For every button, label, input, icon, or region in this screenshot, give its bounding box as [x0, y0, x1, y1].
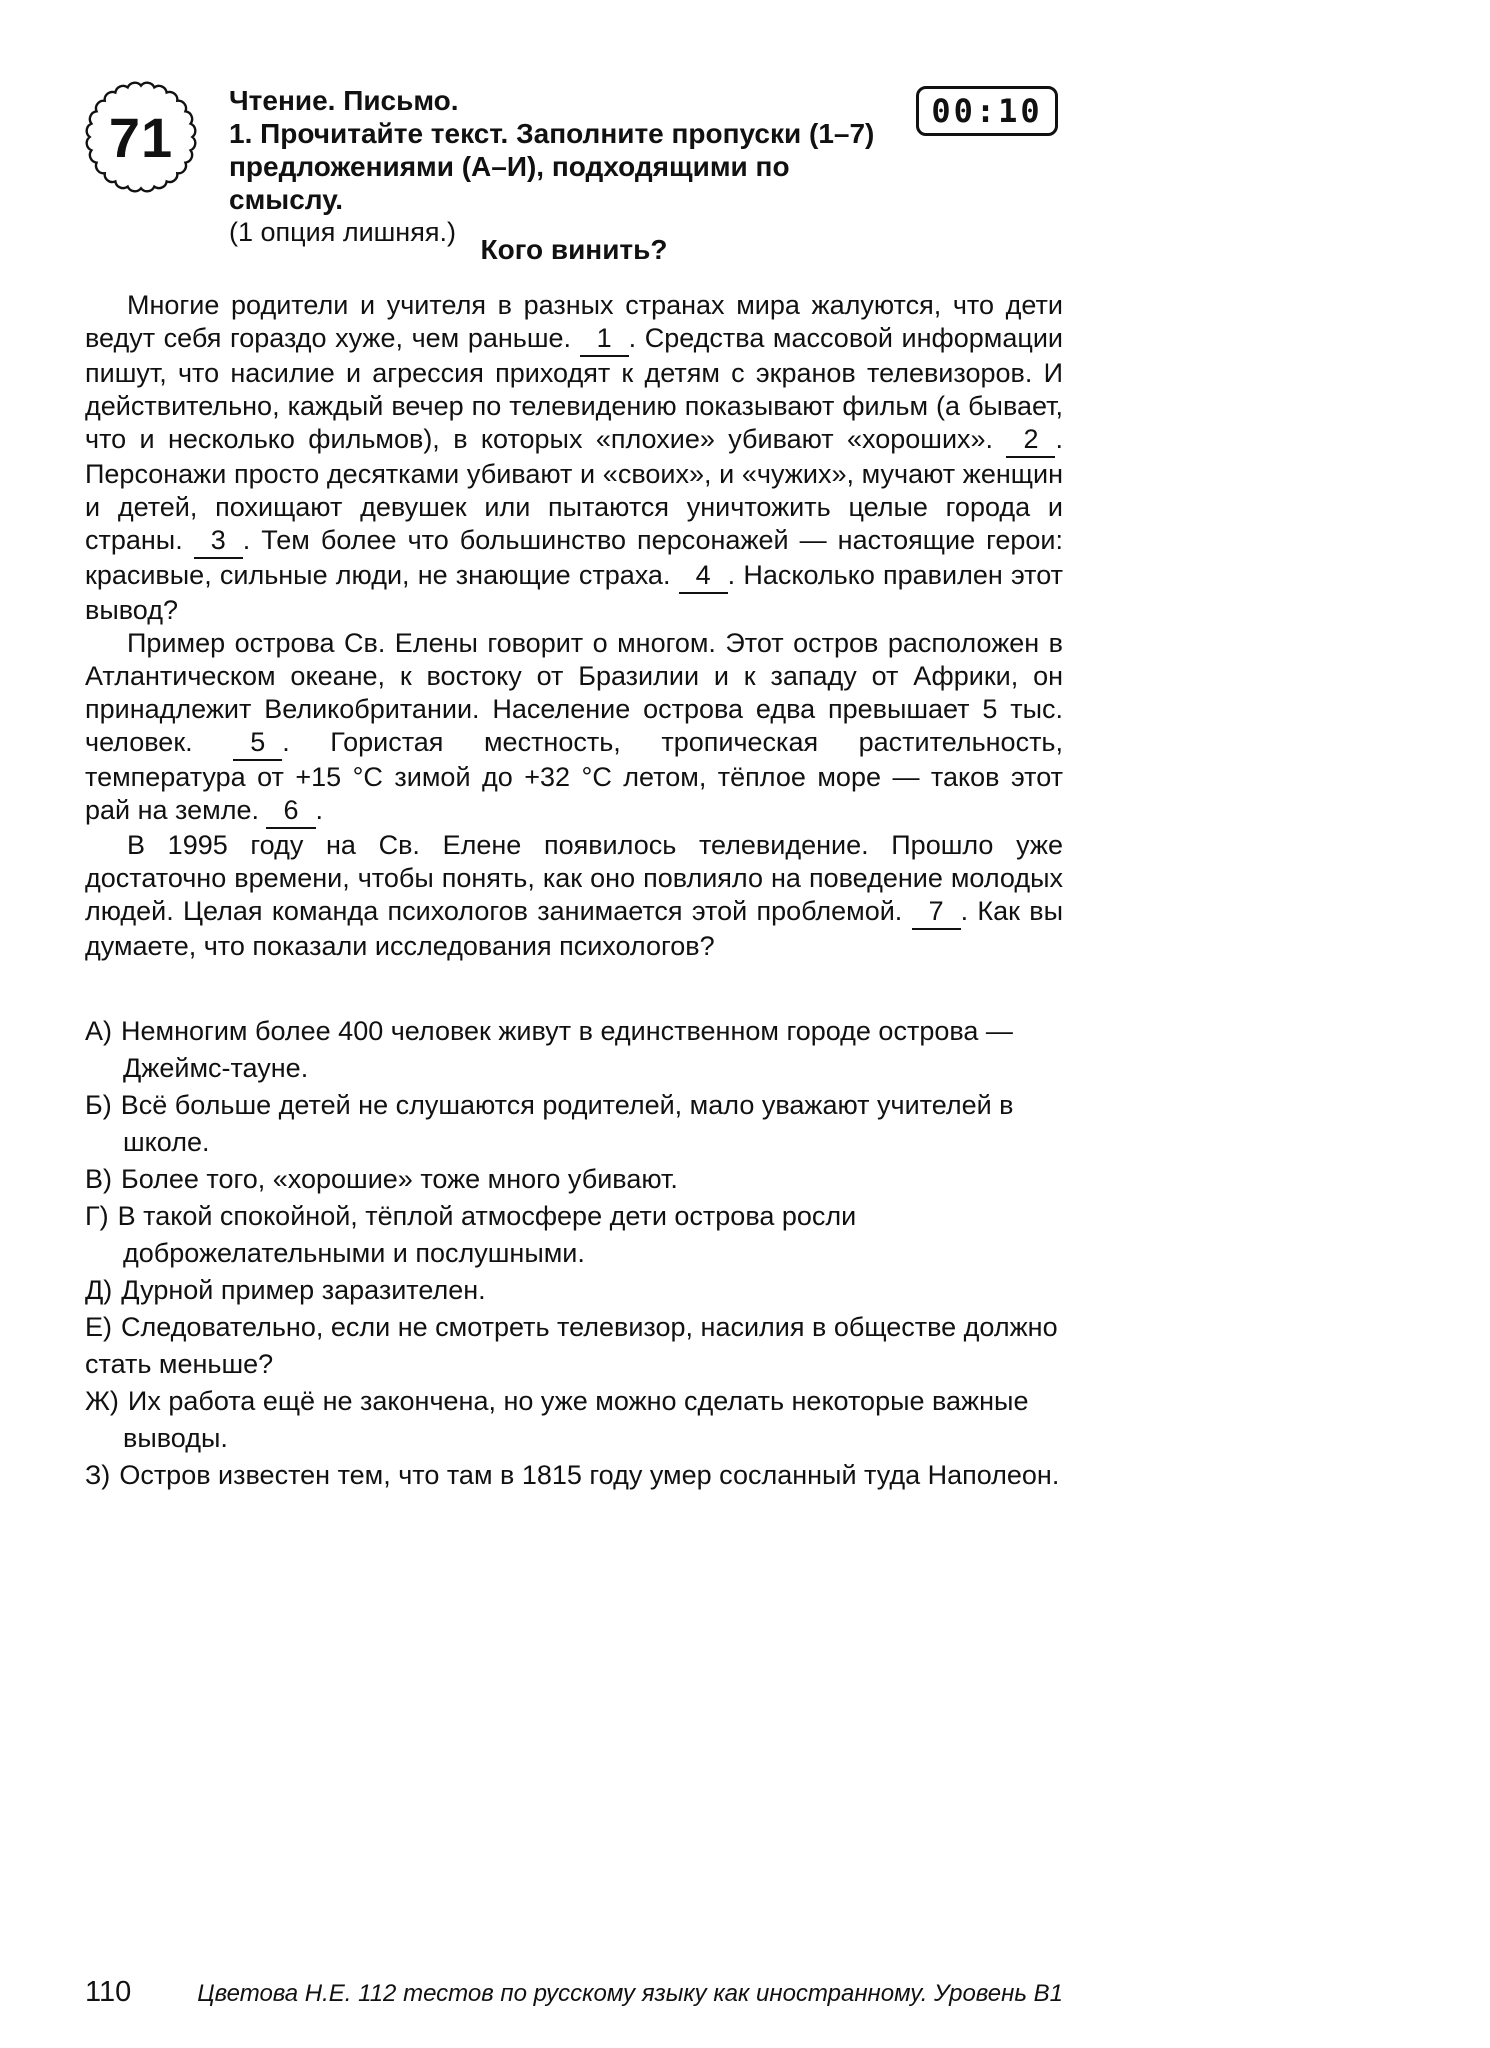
timer-display	[916, 86, 1058, 136]
task-number: 71	[108, 105, 174, 169]
book-attribution: Цветова Н.Е. 112 тестов по русскому языку как иностранному. Уровень В1	[197, 1980, 1063, 2007]
blank-7: 7	[912, 895, 961, 930]
option-text-zh: Их работа ещё не закончена, но уже можно сделать некоторые важные выводы.	[123, 1386, 1029, 1453]
paragraph-2: Пример острова Св. Елены говорит о многом. Этот остров расположен в Атлантическом океане, к востоку от Бразилии и к западу от Африки, он принадлежит Великобритании. Население острова едва превышает 5 тыс. человек. 5 . Гористая местность, тропическая растительность, температура от +15 °С зимой до +32 °С летом, тёплое море — таков этот рай на земле. 6 .	[85, 627, 1063, 829]
task-instruction-line-2: предложениями (А–И), подходящими по смыслу.	[229, 151, 790, 215]
option-label-zh: Ж)	[85, 1386, 119, 1416]
page-footer	[85, 1976, 1063, 2009]
timer-value: 00:10	[931, 92, 1043, 130]
option-item-a	[85, 1013, 1063, 1087]
option-label-d: Д)	[85, 1275, 113, 1305]
blank-3: 3	[194, 524, 243, 559]
option-label-b: Б)	[85, 1090, 112, 1120]
options-list	[85, 1013, 1063, 1494]
paragraph-3: В 1995 году на Св. Елене появилось телевидение. Прошло уже достаточно времени, чтобы понять, как оно повлияло на поведение молодых людей. Целая команда психологов занимается этой проблемой. 7 . Как вы думаете, что показали исследования психологов?	[85, 830, 1063, 961]
option-label-v: В)	[85, 1164, 112, 1194]
option-text-e: Следовательно, если не смотреть телевизор, насилия в обществе должно стать меньше?	[85, 1312, 1058, 1379]
blank-2: 2	[1006, 423, 1055, 458]
blank-1: 1	[580, 322, 629, 357]
option-item-zh	[85, 1383, 1063, 1457]
task-number-badge	[84, 80, 198, 194]
blank-4: 4	[679, 559, 728, 594]
option-text-a: Немногим более 400 человек живут в единственном городе острова — Джеймс-тауне.	[121, 1016, 1013, 1083]
task-header	[229, 84, 901, 249]
option-item-d	[85, 1272, 1063, 1309]
task-instruction-line-1: 1. Прочитайте текст. Заполните пропуски (1–7)	[229, 118, 875, 149]
option-item-g	[85, 1198, 1063, 1272]
option-label-a: А)	[85, 1016, 112, 1046]
section-label: Чтение. Письмо.	[229, 85, 459, 116]
text-title: Кого винить?	[480, 234, 668, 265]
reading-content	[85, 233, 1063, 1494]
option-label-e: Е)	[85, 1312, 112, 1342]
blank-5: 5	[233, 726, 282, 761]
option-item-z	[85, 1457, 1063, 1494]
option-item-b	[85, 1087, 1063, 1161]
option-text-g: В такой спокойной, тёплой атмосфере дети острова росли доброжелательными и послушными.	[117, 1201, 857, 1268]
option-text-z: Остров известен тем, что там в 1815 году умер сосланный туда Наполеон.	[119, 1460, 1060, 1490]
option-text-v: Более того, «хорошие» тоже много убивают.	[121, 1164, 678, 1194]
blank-6: 6	[266, 794, 315, 829]
option-item-v	[85, 1161, 1063, 1198]
option-label-g: Г)	[85, 1201, 109, 1231]
option-text-b: Всё больше детей не слушаются родителей, мало уважают учителей в школе.	[120, 1090, 1014, 1157]
option-label-z: З)	[85, 1460, 111, 1490]
paragraph-1: Многие родители и учителя в разных странах мира жалуются, что дети ведут себя гораздо хуже, чем раньше. 1 . Средства массовой информации пишут, что насилие и агрессия приходят к детям с экранов телевизоров. И действительно, каждый вечер по телевидению показывают фильм (а бывает, что и несколько фильмов), в которых «плохие» убивают «хороших». 2 . Персонажи просто десятками убивают и «своих», и «чужих», мучают женщин и детей, похищают девушек или пытаются уничтожить целые города и страны. 3 . Тем более что большинство персонажей — настоящие герои: красивые, сильные люди, не знающие страха. 4 . Насколько правилен этот вывод?	[85, 290, 1064, 625]
task-note: (1 опция лишняя.)	[229, 217, 456, 247]
option-text-d: Дурной пример заразителен.	[121, 1275, 486, 1305]
page-number: 110	[85, 1976, 132, 2008]
option-item-e	[85, 1309, 1063, 1383]
